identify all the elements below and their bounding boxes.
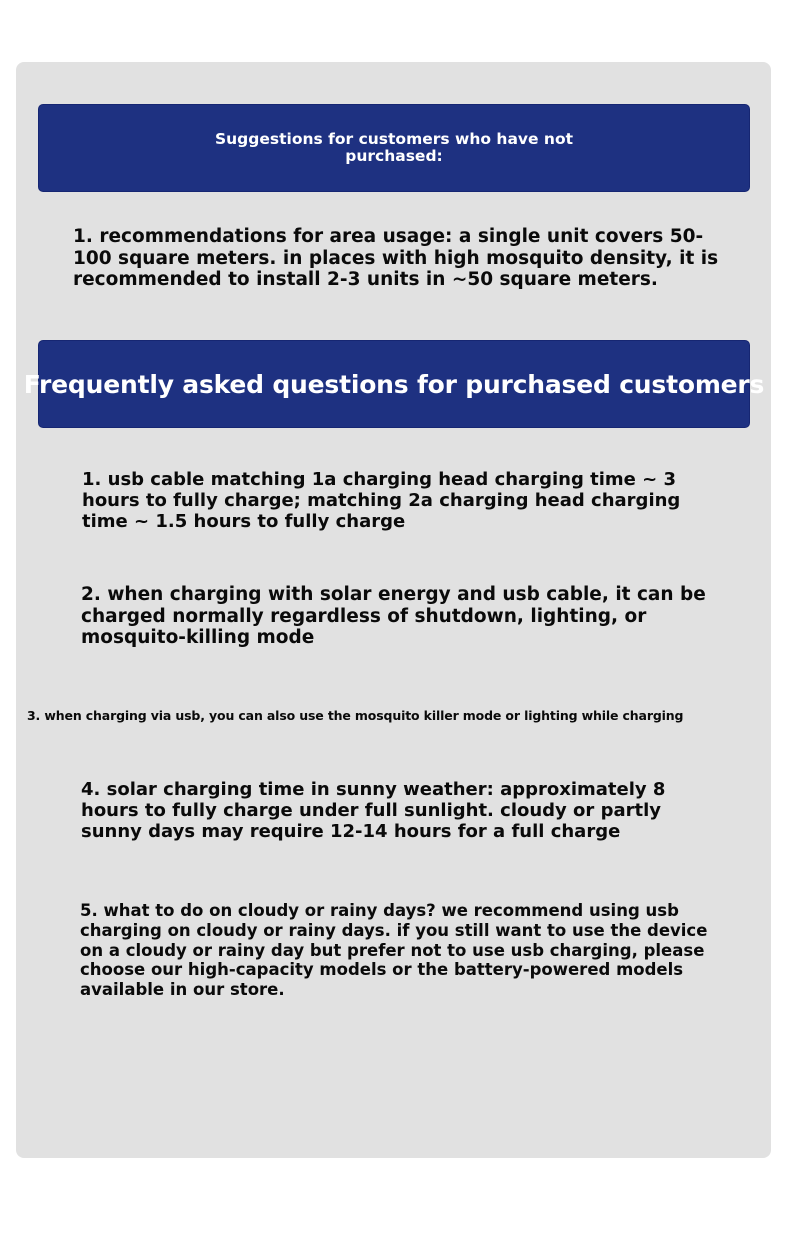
faq-banner-title: Frequently asked questions for purchased customers	[23, 369, 765, 399]
faq-item-usb-charging-time: 1. usb cable matching 1a charging head charging time ~ 3 hours to fully charge; matching 2a charging head charging time ~ 1.5 hours to fully charge	[82, 469, 681, 532]
faq-item-charging-modes: 2. when charging with solar energy and usb cable, it can be charged normally regardless of shutdown, lighting, or mosquito-killing mode	[81, 584, 706, 648]
area-usage-recommendation: 1. recommendations for area usage: a single unit covers 50-100 square meters. in places with high mosquito density, it is recommended to install 2-3 units in ~50 square meters.	[73, 226, 719, 290]
faq-item-solar-charging-time: 4. solar charging time in sunny weather: approximately 8 hours to fully charge under full sunlight. cloudy or partly sunny days may require 12-14 hours for a full charge	[81, 779, 666, 842]
faq-item-cloudy-days: 5. what to do on cloudy or rainy days? we recommend using usb charging on cloudy or rainy days. if you still want to use the device on a cloudy or rainy day but prefer not to use usb charging, please choose our high-capacity models or the battery-powered models available in our store.	[80, 901, 708, 1000]
non-purchased-banner-title: Suggestions for customers who have not purchased:	[214, 130, 574, 165]
faq-item-usb-use-while-charging: 3. when charging via usb, you can also use the mosquito killer mode or lighting while charging	[27, 708, 684, 723]
non-purchased-banner	[38, 104, 750, 192]
faq-banner	[23, 340, 765, 428]
